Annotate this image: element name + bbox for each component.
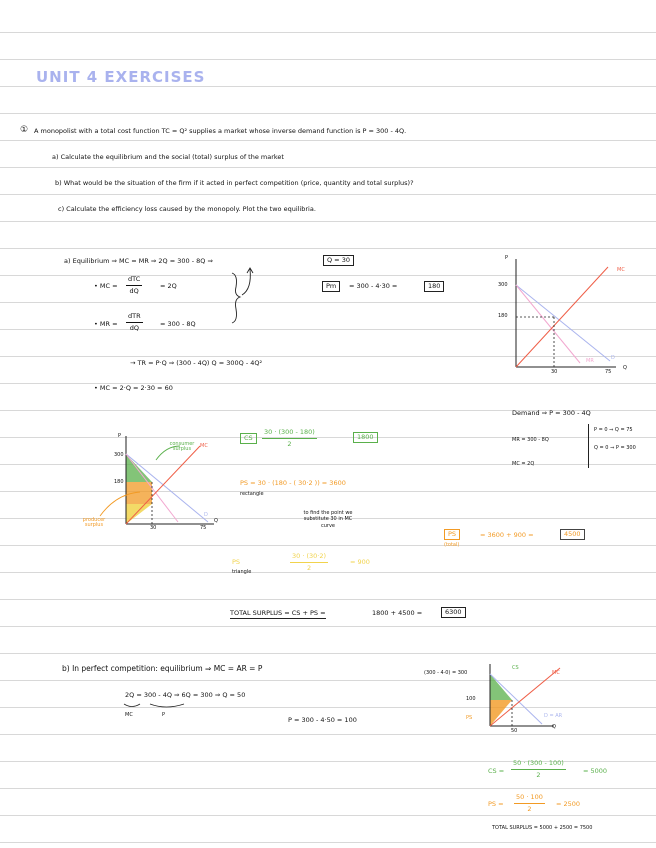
g3-mc-label: MC [552,670,560,676]
g1-y300: 300 [498,282,508,288]
monopoly-price-result: 180 [424,281,444,292]
consumer-surplus-note: consumer surplus [169,441,195,452]
producer-surplus-note: producer surplus [82,517,106,528]
quantity-result-box: Q = 30 [323,255,354,266]
mc-label: • MC = [94,282,118,290]
g1-x75: 75 [605,369,612,375]
underbrace-icon [122,702,202,712]
ps-b-denominator: 2 [527,804,532,813]
ps-triangle-denominator: 2 [306,563,312,572]
cs-a-result: 1800 [353,432,378,443]
mc-derivative-fraction [126,276,142,294]
total-surplus-expression: 1800 + 4500 = [372,609,423,617]
ps-triangle-numerator: 30 · (30·2) [290,553,328,563]
g1-p-label: P [505,255,509,261]
g3-y-intercept-note: (300 - 4·0) = 300 [424,670,468,676]
g3-consumer-surplus-area [490,674,512,700]
ps-b-label: PS = [488,800,504,808]
ps-triangle-result: = 900 [350,558,370,566]
monopoly-price-expression: = 300 - 4·30 = [349,282,398,290]
mr-label: • MR = [94,320,118,328]
g1-d-label: D [611,355,615,361]
g3-q-label: Q [552,724,556,730]
part-b-mc-underbrace: MC [125,712,133,718]
mc-note: MC = 2Q [512,461,535,467]
producer-surplus-arrow-icon [96,486,156,526]
demand-q-zero: Q = 0 ⇒ P = 300 [594,445,636,451]
equilibrium-condition: a) Equilibrium ⇒ MC = MR ⇒ 2Q = 300 - 8Q ⇒ [64,257,213,265]
ps-total-label: PS [444,529,460,540]
cs-a-numerator: 30 · (300 - 180) [262,429,317,439]
part-b-price: P = 300 - 4·50 = 100 [288,716,357,724]
ps-b-numerator: 50 · 100 [514,794,545,804]
mr-derivative-fraction [126,313,143,331]
consumer-surplus-arrow-icon [150,440,190,470]
g3-d-label: D = AR [544,713,563,719]
demand-p-zero: P = 0 ⇒ Q = 75 [594,427,633,433]
ps-b-fraction [514,794,545,812]
ps-triangle-label: PS [232,558,241,566]
part-b-p-underbrace: P [162,712,166,718]
g2-mc-label: MC [200,443,208,449]
g2-y180: 180 [114,479,124,485]
ps-b-result: = 2500 [556,800,581,808]
cs-b-label: CS = [488,767,505,775]
g1-q-label: Q [623,365,627,371]
mc-value-line: • MC = 2·Q = 2·30 = 60 [94,384,173,392]
cs-a-fraction [262,429,317,447]
g3-producer-surplus-area [490,700,512,726]
g3-ps-label: PS [466,715,473,721]
mc-rhs: = 2Q [160,282,177,290]
ps-total-expression: = 3600 + 900 = [480,531,534,539]
part-b-equation: 2Q = 300 - 4Q ⇒ 6Q = 300 ⇒ Q = 50 [125,691,246,699]
cs-a-label: CS [240,433,257,444]
g3-x50: 50 [511,728,518,734]
question-c: c) Calculate the efficiency loss caused by the monopoly. Plot the two equilibria. [58,205,316,213]
g1-demand-line [516,285,610,361]
g1-mr-label: MR [586,358,594,364]
total-surplus-label: TOTAL SURPLUS = CS + PS = [230,609,326,617]
mr-numerator: dTR [126,313,143,323]
total-surplus-result: 6300 [441,607,466,618]
cs-a-denominator: 2 [287,439,292,448]
g1-x30: 30 [551,369,558,375]
g1-mr-line [516,285,580,363]
g2-y300: 300 [114,452,124,458]
g1-mc-label: MC [617,267,625,273]
g2-q-label: Q [214,518,218,524]
ps-triangle-fraction [290,553,328,571]
cs-b-fraction [511,760,566,778]
cs-b-result: = 5000 [583,767,608,775]
g3-y100: 100 [466,696,476,702]
g1-y180: 180 [498,313,508,319]
graph-monopoly-equilibrium [500,255,620,380]
total-revenue-line: → TR = P·Q ⇒ (300 - 4Q) Q = 300Q - 4Q² [130,359,263,367]
mc-numerator: dTC [126,276,142,286]
problem-number: ① [20,125,29,135]
ps-triangle-note: triangle [232,569,252,575]
mr-note: MR = 300 - 8Q [512,437,549,443]
question-b: b) What would be the situation of the firm if it acted in perfect competition (price, quantity and total surplus)? [55,179,414,187]
total-surplus-b: TOTAL SURPLUS = 5000 + 2500 = 7500 [492,825,593,831]
ps-rectangle-note: rectangle [240,491,264,497]
g2-d-label: D [204,512,208,518]
ps-total-result: 4500 [560,529,585,540]
g2-p-label: P [118,433,122,439]
question-a: a) Calculate the equilibrium and the social (total) surplus of the market [52,153,284,161]
cs-b-denominator: 2 [536,770,541,779]
brace-arrow-icon [228,265,268,325]
g2-consumer-surplus-area [126,454,152,482]
g2-x75: 75 [200,525,207,531]
demand-notes-divider [588,424,589,468]
ps-rectangle-line: PS = 30 · (180 - ( 30·2 )) = 3600 [240,479,346,487]
page-title: UNIT 4 EXERCISES [36,68,206,86]
cs-b-numerator: 50 · (300 - 100) [511,760,566,770]
demand-function-note: Demand ⇒ P = 300 - 4Q [512,409,591,417]
mc-denominator: dQ [129,286,139,295]
g3-cs-label: CS [512,665,519,671]
to-find-note: to find the point we substitute 30 in MC curve [303,510,353,529]
monopoly-price-label: Pm [322,281,340,292]
graph-perfect-competition [480,660,590,740]
problem-statement: A monopolist with a total cost function TC = Q² supplies a market whose inverse demand function is P = 300 - 4Q. [34,127,407,135]
mr-rhs: = 300 - 8Q [160,320,196,328]
part-b-heading: b) In perfect competition: equilibrium ⇒ MC = AR = P [62,664,263,673]
ps-total-note: (total) [444,542,460,548]
g2-x30: 30 [150,525,157,531]
mr-denominator: dQ [129,323,139,332]
